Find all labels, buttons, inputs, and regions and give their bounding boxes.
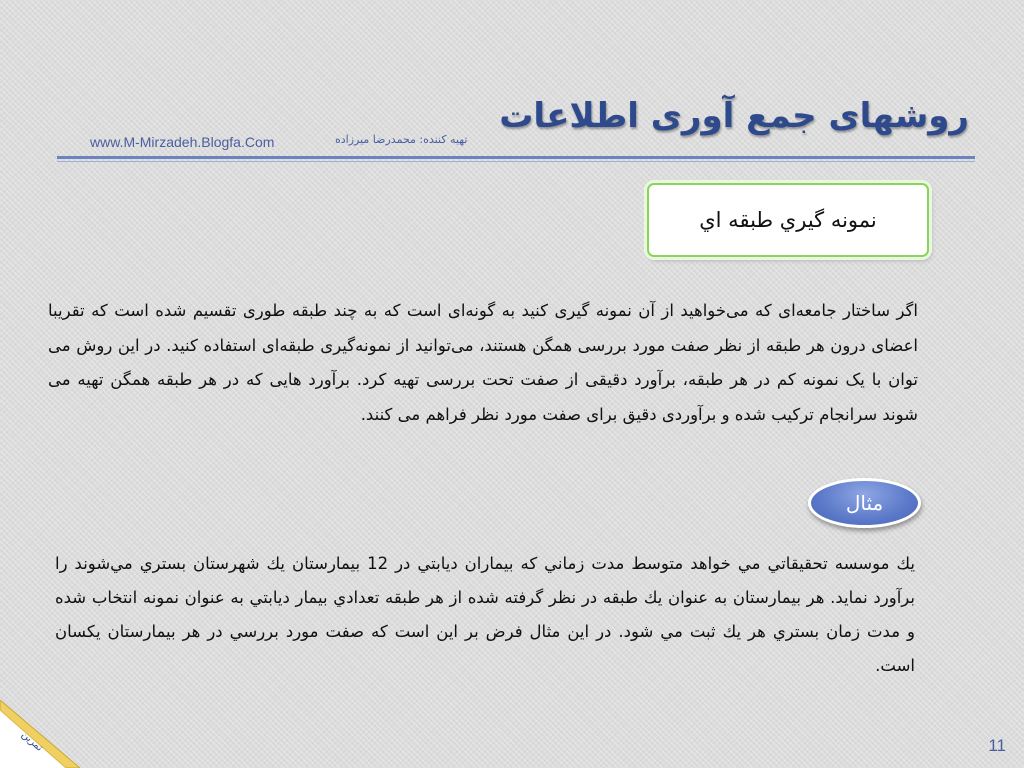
exercise-label: تمرین [19, 729, 45, 754]
example-button[interactable] [808, 478, 921, 528]
section-title: نمونه گيري طبقه اي [699, 208, 877, 232]
slide-title: روشهای جمع آوری اطلاعات [499, 96, 969, 136]
exercise-corner-badge[interactable] [0, 700, 80, 768]
page-number: 11 [988, 736, 1006, 755]
header-divider [57, 156, 975, 159]
website-link[interactable]: www.M-Mirzadeh.Blogfa.Com [90, 134, 275, 150]
author-credit: تهیه کننده: محمدرضا میرزاده [335, 133, 468, 146]
example-label: مثال [845, 491, 884, 515]
example-paragraph: يك موسسه تحقيقاتي مي خواهد متوسط مدت زماني كه بيماران ديابتي در 12 بيمارستان يك شهرستان بستري مي‌شوند را برآورد نمايد. هر بيمارستان به عنوان يك طبقه در نظر گرفته شده از هر طبقه تعدادي بيمار ديابتي به عنوان نمونه انتخاب شده و مدت زمان بستري هر يك ثبت مي شود. در اين مثال فرض بر اين است كه صفت مورد بررسي در هر بيمارستان يكسان است. [55, 554, 915, 675]
description-paragraph: اگر ساختار جامعه‌ای که می‌خواهید از آن نمونه گیری کنید به گونه‌ای است که به چند طبقه طوری تقسیم شده است که تقریبا اعضای درون هر طبقه از نظر صفت مورد بررسی همگن هستند، می‌توانید از نمونه‌گیری طبقه‌ای استفاده کنید. در این روش می توان با یک نمونه کم در هر طبقه، برآورد دقیقی از صفت تحت بررسی تهیه کرد. برآورد هایی که در هر طبقه همگن تهیه می شوند سرانجام ترکیب شده و برآوردی دقیق برای صفت مورد نظر فراهم می کنند. [48, 301, 918, 424]
section-title-box [647, 183, 929, 257]
header-divider-thin [57, 161, 975, 162]
